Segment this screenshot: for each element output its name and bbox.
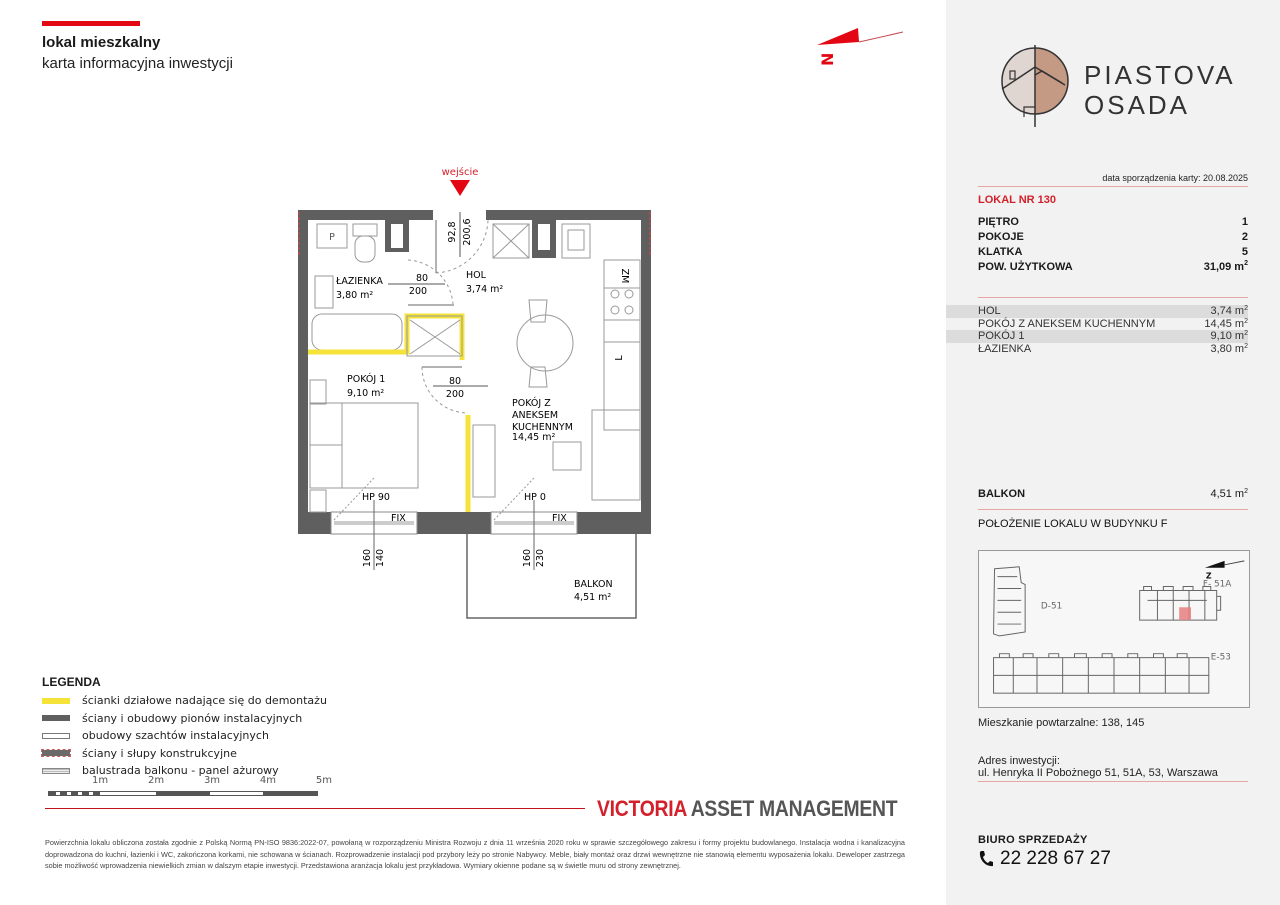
svg-text:4,51 m²: 4,51 m² [574, 592, 612, 603]
header-accent-bar [42, 21, 140, 26]
svg-text:POKÓJ 1: POKÓJ 1 [347, 374, 386, 385]
svg-text:200: 200 [408, 286, 428, 297]
svg-text:N: N [818, 52, 837, 66]
legend: LEGENDA ścianki działowe nadające się do demontażu ściany i obudowy pionów instalacyjnych obudowy szachtów instalacyjnych ściany i słupy konstrukcyjne balustrada balkonu - panel ażurowy [42, 675, 342, 780]
phone-icon [978, 850, 994, 868]
svg-text:HP 0: HP 0 [524, 492, 546, 503]
svg-text:3,80 m²: 3,80 m² [336, 290, 374, 301]
svg-text:200,6: 200,6 [462, 218, 473, 246]
demolishable-wall-swatch-icon [42, 698, 70, 704]
installation-wall-swatch-icon [42, 715, 70, 721]
svg-text:80: 80 [415, 273, 429, 284]
svg-text:14,45 m²: 14,45 m² [512, 432, 556, 443]
north-arrow-icon [815, 20, 905, 70]
svg-text:L: L [614, 355, 625, 361]
victoria-asset-management-logo: VICTORIA ASSET MANAGEMENT [597, 796, 898, 821]
entrance-label: wejście [441, 167, 479, 178]
svg-text:D-51: D-51 [1040, 601, 1063, 612]
svg-text:POKÓJ Z: POKÓJ Z [512, 398, 551, 409]
disclaimer-text: Powierzchnia lokalu obliczona została zgodnie z Polską Normą PN-ISO 9836:2022-07, powołaną w rozporządzeniu Ministra Rozwoju z dnia 11 września 2020 roku w sprawie szczegółowego zakresu i formy projektu budowlanego. Instalacja wodna i kanalizacyjna doprowadzona do kuchni, łazienki i WC, zakończona korkami, nie schowana w ścianach. Rozprowadzenie instalacji pod przybory leży po stronie Nabywcy. Meble, biały montaż oraz drzwi wewnętrzne nie stanowią elementu wyposażenia lokalu. Deweloper zastrzega sobie możliwość wprowadzenia niewielkich zmian w dalszym etapie inwestycji. Przedstawiona aranżacja lokalu jest przykładowa. Wymiary okienne podane są w świetle muru od strony zewnętrznej. [45, 838, 905, 870]
svg-text:F- 51A: F- 51A [1202, 579, 1232, 590]
svg-text:Z: Z [1205, 571, 1212, 581]
info-row-staircase: KLATKA 5 [978, 246, 1248, 258]
divider [978, 186, 1248, 187]
legend-item: ściany i słupy konstrukcyjne [42, 745, 342, 763]
svg-text:E-53: E-53 [1210, 652, 1231, 663]
room-row: POKÓJ Z ANEKSEM KUCHENNYM 14,45 $m^2$ [978, 317, 1248, 330]
svg-text:ZM: ZM [619, 268, 630, 284]
repeated-units: Mieszkanie powtarzalne: 138, 145 [978, 717, 1145, 729]
scale-bar [48, 791, 318, 796]
legend-item: obudowy szachtów instalacyjnych [42, 727, 342, 745]
entrance-arrow-icon [450, 180, 470, 196]
svg-text:140: 140 [375, 548, 386, 568]
svg-text:230: 230 [535, 548, 546, 568]
scale-labels: 1m 2m 3m 4m 5m [92, 775, 332, 786]
room-areas-table [946, 305, 1248, 355]
svg-text:200: 200 [445, 389, 465, 400]
unit-number: LOKAL NR 130 [978, 194, 1057, 206]
svg-text:HOL: HOL [466, 270, 486, 281]
svg-text:P: P [329, 232, 335, 243]
divider [978, 509, 1248, 510]
document-title: lokal mieszkalny [42, 34, 161, 51]
legend-item: balustrada balkonu - panel ażurowy [42, 762, 342, 780]
sales-phone[interactable]: 22 228 67 27 [978, 848, 1111, 870]
svg-text:9,10 m²: 9,10 m² [347, 388, 385, 399]
room-row: POKÓJ 1 9,10 $m^2$ [946, 330, 1248, 343]
unit-info-table [978, 215, 1248, 275]
address-label: Adres inwestycji: [978, 755, 1060, 767]
divider [978, 297, 1248, 298]
divider [978, 781, 1248, 782]
svg-text:BALKON: BALKON [574, 579, 613, 590]
floor-plan [290, 160, 660, 630]
svg-text:160: 160 [522, 548, 533, 568]
site-location-map [978, 550, 1250, 708]
balustrade-swatch-icon [42, 768, 70, 774]
svg-text:ANEKSEM: ANEKSEM [512, 410, 559, 421]
info-row-usable-area: POW. UŻYTKOWA 31,09 $m^2$ [978, 260, 1248, 273]
piastova-osada-logo-icon [1000, 45, 1070, 127]
svg-text:FIX: FIX [391, 513, 406, 524]
room-row: ŁAZIENKA 3,80 $m^2$ [978, 342, 1248, 355]
card-date: data sporządzenia karty: 20.08.2025 [1102, 173, 1248, 183]
document-subtitle: karta informacyjna inwestycji [42, 55, 233, 72]
legend-item: ściany i obudowy pionów instalacyjnych [42, 710, 342, 728]
info-row-floor: PIĘTRO 1 [978, 216, 1248, 228]
location-heading: POŁOŻENIE LOKALU W BUDYNKU F [978, 518, 1168, 530]
balcony-row: BALKON 4,51 $m^2$ [978, 488, 1248, 500]
svg-text:HP 90: HP 90 [362, 492, 390, 503]
sales-office-label: BIURO SPRZEDAŻY [978, 834, 1088, 846]
svg-text:KUCHENNYM: KUCHENNYM [512, 422, 573, 433]
address-value: ul. Henryka II Pobożnego 51, 51A, 53, Warszawa [978, 767, 1218, 779]
info-row-rooms: POKOJE 2 [978, 231, 1248, 243]
shaft-swatch-icon [42, 733, 70, 739]
svg-text:80: 80 [448, 376, 462, 387]
svg-text:160: 160 [362, 548, 373, 568]
svg-text:92,8: 92,8 [447, 221, 458, 243]
highlighted-unit [1179, 607, 1191, 620]
legend-item: ścianki działowe nadające się do demontażu [42, 692, 342, 710]
brand-name: PIASTOVA OSADA [1084, 60, 1236, 120]
svg-text:ŁAZIENKA: ŁAZIENKA [336, 276, 383, 287]
footer-divider [45, 808, 585, 809]
svg-text:FIX: FIX [552, 513, 567, 524]
room-row: HOL 3,74 $m^2$ [946, 305, 1248, 318]
structural-wall-swatch-icon [42, 750, 70, 756]
svg-text:3,74 m²: 3,74 m² [466, 284, 504, 295]
